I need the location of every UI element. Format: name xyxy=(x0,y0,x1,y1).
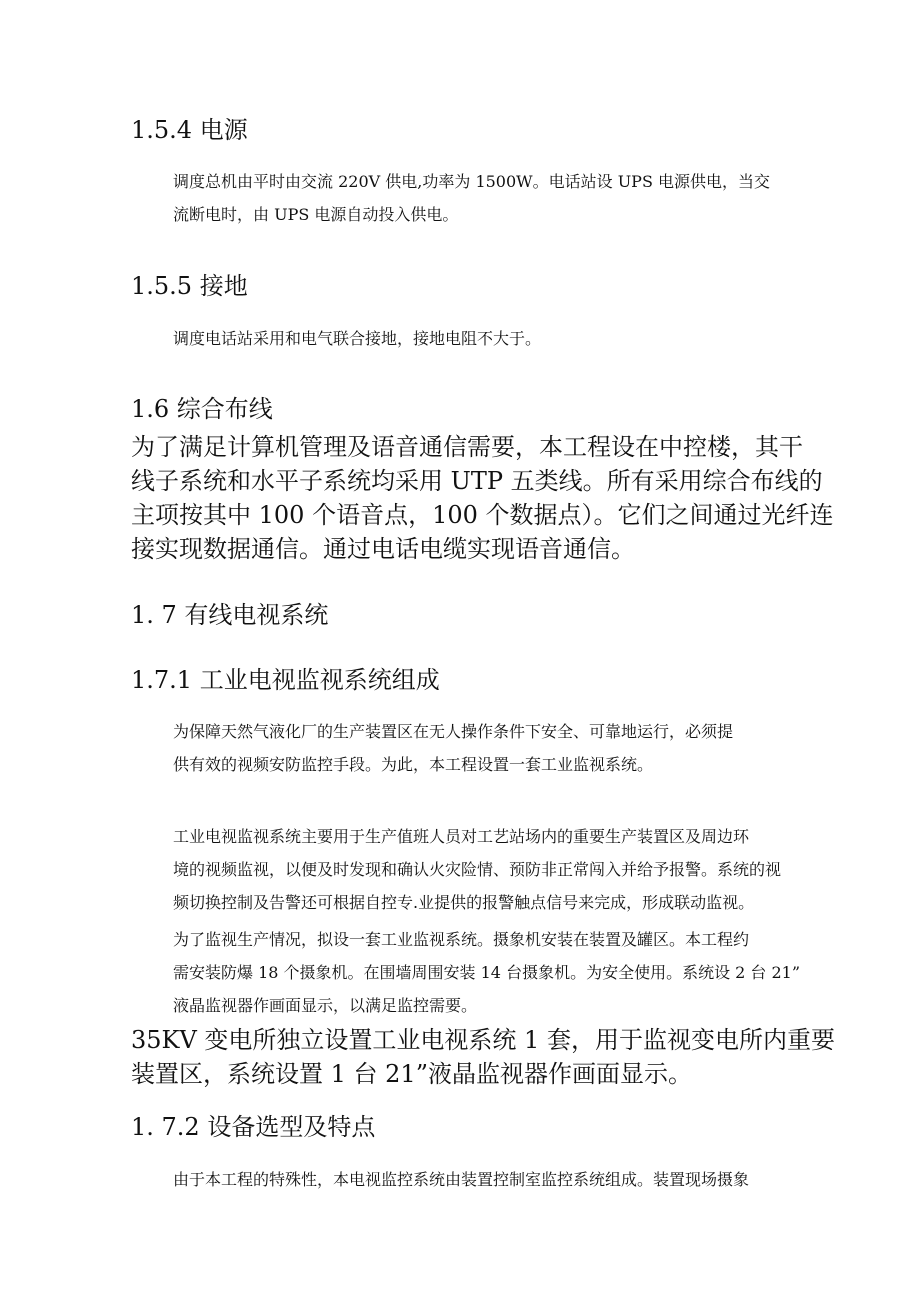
text-line: 为了满足计算机管理及语音通信需要，本工程设在中控楼，其干 xyxy=(131,433,803,461)
paragraph-cameras xyxy=(131,923,801,1022)
text-line: 35KV 变电所独立设置工业电视系统 1 套，用于监视变电所内重要 xyxy=(131,1026,835,1054)
text-line: 为了监视生产情况，拟设一套工业监视系统。摄象机安装在装置及罐区。本工程约 xyxy=(173,930,750,949)
paragraph-equipment xyxy=(131,1163,791,1196)
text-line: 调度电话站采用和电气联合接地，接地电阻不大于。 xyxy=(173,329,542,348)
text-line: 为保障天然气液化厂的生产装置区在无人操作条件下安全、可靠地运行，必须提 xyxy=(173,722,734,741)
heading-1-7-2: 1. 7.2 设备选型及特点 xyxy=(131,1113,376,1141)
text-line: 装置区，系统设置 1 台 21”液晶监视器作画面显示。 xyxy=(131,1060,692,1088)
heading-1-5-4: 1.5.4 电源 xyxy=(131,116,248,144)
text-line: 需安装防爆 18 个摄象机。在围墙周围安装 14 台摄象机。为安全使用。系统设 2 台 21” xyxy=(173,963,801,982)
text-line: 主项按其中 100 个语音点，100 个数据点）。它们之间通过光纤连 xyxy=(131,501,834,529)
text-line: 接实现数据通信。通过电话电缆实现语音通信。 xyxy=(131,535,635,563)
text-line: 由于本工程的特殊性，本电视监控系统由装置控制室监控系统组成。装置现场摄象 xyxy=(173,1170,750,1189)
text-line: 工业电视监视系统主要用于生产值班人员对工艺站场内的重要生产装置区及周边环 xyxy=(173,827,750,846)
heading-1-6: 1.6 综合布线 xyxy=(131,395,273,423)
text-line: 频切换控制及告警还可根据自控专.业提供的报警触点信号来完成，形成联动监视。 xyxy=(173,893,755,912)
paragraph-purpose xyxy=(131,715,791,781)
text-line: 调度总机由平时由交流 220V 供电,功率为 1500W。电话站设 UPS 电源供电，当交 xyxy=(173,172,770,191)
paragraph-substation xyxy=(131,1023,835,1091)
heading-1-7: 1. 7 有线电视系统 xyxy=(131,601,329,629)
paragraph-cabling xyxy=(131,430,834,566)
heading-1-5-5: 1.5.5 接地 xyxy=(131,272,248,300)
text-line: 境的视频监视，以便及时发现和确认火灾险情、预防非正常闯入并给予报警。系统的视 xyxy=(173,860,782,879)
paragraph-usage xyxy=(131,820,791,919)
paragraph-power xyxy=(131,165,791,231)
text-line: 流断电时，由 UPS 电源自动投入供电。 xyxy=(173,205,459,224)
text-line: 供有效的视频安防监控手段。为此，本工程设置一套工业监视系统。 xyxy=(173,755,654,774)
text-line: 线子系统和水平子系统均采用 UTP 五类线。所有采用综合布线的 xyxy=(131,467,823,495)
heading-1-7-1: 1.7.1 工业电视监视系统组成 xyxy=(131,666,440,694)
paragraph-grounding xyxy=(131,322,791,355)
text-line: 液晶监视器作画面显示，以满足监控需要。 xyxy=(173,996,478,1015)
